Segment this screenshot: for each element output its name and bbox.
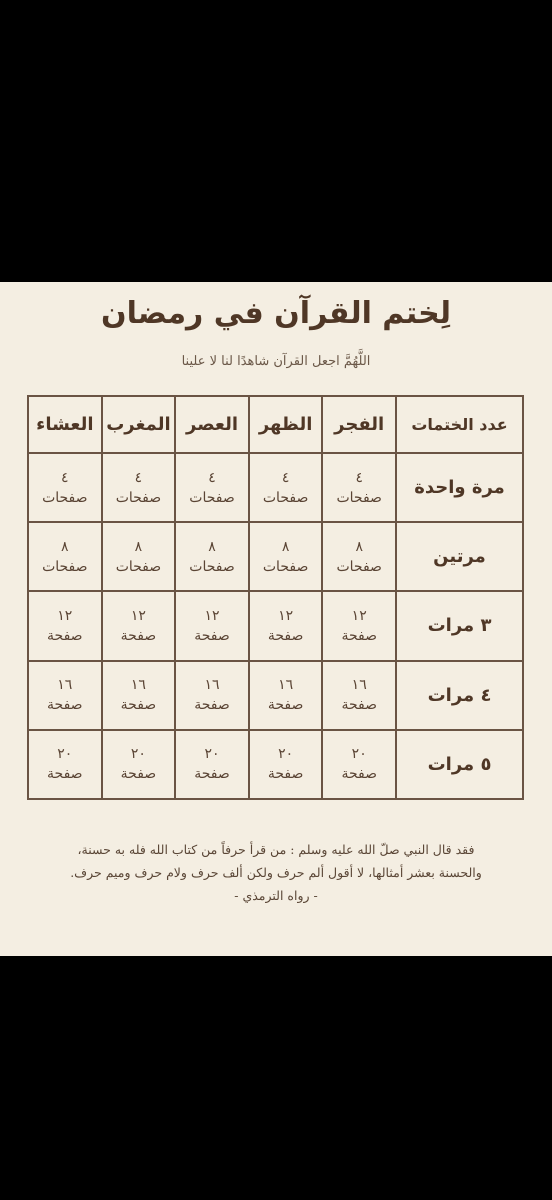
- table-row: [28, 730, 523, 799]
- row-label: مرة واحدة: [396, 453, 523, 522]
- cell-fajr: [322, 453, 396, 522]
- cell-isha: [28, 661, 102, 730]
- cell-unit: صفحة: [120, 627, 157, 644]
- cell-unit: صفحات: [42, 558, 88, 575]
- cell-unit: صفحة: [194, 766, 230, 783]
- cell-page-count: ٢٠: [204, 746, 220, 763]
- cell-asr: [175, 522, 249, 591]
- cell-unit: صفحة: [47, 627, 83, 644]
- header-asr: العصر: [175, 396, 249, 453]
- cell-isha: [28, 453, 102, 522]
- cell-unit: صفحات: [189, 558, 235, 575]
- cell-maghrib: [102, 661, 176, 730]
- cell-page-count: ٨: [281, 538, 290, 555]
- cell-maghrib: [102, 591, 176, 660]
- table-header-row: [28, 396, 523, 453]
- cell-unit: صفحة: [194, 697, 230, 714]
- cell-page-count: ١٦: [278, 677, 294, 694]
- cell-unit: صفحة: [120, 766, 157, 783]
- cell-page-count: ١٢: [204, 607, 220, 624]
- cell-page-count: ١٢: [351, 607, 367, 624]
- table-row: [28, 522, 523, 591]
- header-isha: العشاء: [28, 396, 102, 453]
- cell-unit: صفحات: [262, 489, 309, 506]
- row-label: ٥ مرات: [396, 730, 523, 799]
- cell-unit: صفحة: [341, 697, 377, 714]
- ramadan-quran-plan-card: [0, 282, 552, 956]
- table-body: [28, 453, 523, 799]
- cell-dhuhr: [249, 522, 323, 591]
- cell-unit: صفحة: [120, 697, 157, 714]
- reading-schedule-table: [27, 395, 524, 800]
- cell-page-count: ١٦: [130, 677, 146, 694]
- cell-maghrib: [102, 522, 176, 591]
- cell-unit: صفحة: [47, 697, 83, 714]
- cell-unit: صفحات: [336, 558, 382, 575]
- cell-page-count: ١٦: [351, 677, 367, 694]
- cell-page-count: ١٢: [57, 607, 73, 624]
- cell-dhuhr: [249, 661, 323, 730]
- table-row: [28, 591, 523, 660]
- cell-dhuhr: [249, 730, 323, 799]
- cell-fajr: [322, 522, 396, 591]
- cell-page-count: ١٢: [278, 607, 294, 624]
- cell-page-count: ٢٠: [130, 746, 146, 763]
- table-row: [28, 661, 523, 730]
- header-dhuhr: الظهر: [249, 396, 323, 453]
- cell-asr: [175, 661, 249, 730]
- cell-asr: [175, 730, 249, 799]
- cell-page-count: ٨: [134, 538, 143, 555]
- cell-isha: [28, 522, 102, 591]
- cell-page-count: ١٢: [130, 607, 146, 624]
- cell-unit: صفحات: [42, 489, 88, 506]
- hadith-source: - رواه الترمذي -: [234, 888, 318, 903]
- cell-unit: صفحات: [262, 558, 309, 575]
- cell-page-count: ٨: [355, 538, 363, 555]
- cell-unit: صفحة: [341, 627, 377, 644]
- cell-unit: صفحة: [194, 627, 230, 644]
- cell-page-count: ٨: [61, 538, 69, 555]
- page-title: لِختم القرآن في رمضان: [101, 296, 451, 331]
- cell-fajr: [322, 730, 396, 799]
- cell-unit: صفحة: [267, 766, 304, 783]
- cell-asr: [175, 591, 249, 660]
- cell-fajr: [322, 591, 396, 660]
- cell-unit: صفحات: [189, 489, 235, 506]
- header-khatmat-count: عدد الختمات: [396, 396, 523, 453]
- row-label: مرتين: [396, 522, 523, 591]
- row-label: ٤ مرات: [396, 661, 523, 730]
- cell-page-count: ٤: [134, 469, 143, 486]
- cell-unit: صفحات: [115, 558, 162, 575]
- cell-page-count: ٨: [208, 538, 216, 555]
- cell-maghrib: [102, 730, 176, 799]
- cell-page-count: ١٦: [204, 677, 220, 694]
- cell-unit: صفحة: [47, 766, 83, 783]
- cell-unit: صفحة: [341, 766, 377, 783]
- hadith-line-2: والحسنة بعشر أمثالها، لا أقول ألم حرف ولكن ألف حرف ولام حرف وميم حرف.: [70, 865, 482, 880]
- cell-isha: [28, 730, 102, 799]
- cell-asr: [175, 453, 249, 522]
- cell-page-count: ٢٠: [351, 746, 367, 763]
- subtitle-dua: اللَّهُمَّ اجعل القرآن شاهدًا لنا لا علينا: [181, 354, 371, 369]
- cell-unit: صفحات: [115, 489, 162, 506]
- cell-page-count: ٤: [355, 469, 363, 486]
- cell-page-count: ٢٠: [57, 746, 73, 763]
- hadith-quote: [20, 838, 532, 907]
- table-row: [28, 453, 523, 522]
- cell-dhuhr: [249, 591, 323, 660]
- cell-isha: [28, 591, 102, 660]
- cell-fajr: [322, 661, 396, 730]
- cell-maghrib: [102, 453, 176, 522]
- cell-page-count: ٤: [208, 469, 216, 486]
- cell-page-count: ٤: [281, 469, 290, 486]
- cell-page-count: ٢٠: [278, 746, 294, 763]
- hadith-line-1: فقد قال النبي صلّ الله عليه وسلم : من قرأ حرفاً من كتاب الله فله به حسنة،: [77, 842, 475, 857]
- cell-page-count: ٤: [61, 469, 69, 486]
- cell-dhuhr: [249, 453, 323, 522]
- cell-page-count: ١٦: [57, 677, 73, 694]
- header-fajr: الفجر: [322, 396, 396, 453]
- cell-unit: صفحة: [267, 697, 304, 714]
- row-label: ٣ مرات: [396, 591, 523, 660]
- cell-unit: صفحة: [267, 627, 304, 644]
- cell-unit: صفحات: [336, 489, 382, 506]
- header-maghrib: المغرب: [102, 396, 176, 453]
